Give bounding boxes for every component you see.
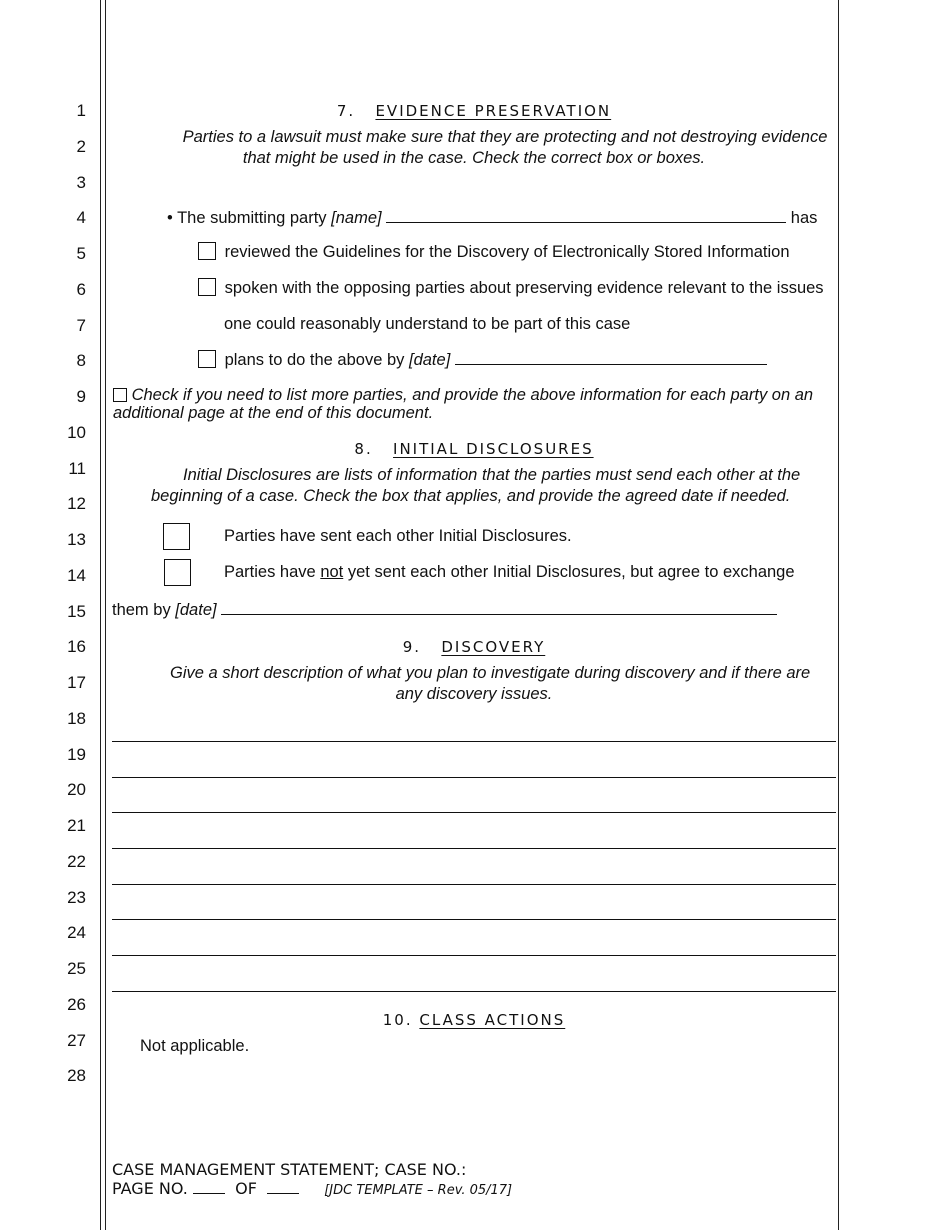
discovery-answer-line[interactable] (112, 848, 836, 849)
disclosures-not-sent-checkbox[interactable] (164, 559, 191, 586)
discovery-answer-line[interactable] (112, 955, 836, 956)
line-number: 20 (67, 780, 86, 799)
line-number: 3 (76, 173, 86, 192)
discovery-answer-line[interactable] (112, 812, 836, 813)
line-number: 23 (67, 888, 86, 907)
section-8-intro-line2: beginning of a case. Check the box that applies, and provide the agreed date if needed. (151, 487, 791, 505)
discovery-answer-line[interactable] (112, 777, 836, 778)
footer-case-line: CASE MANAGEMENT STATEMENT; CASE NO.: (112, 1160, 467, 1179)
plans-date-placeholder: [date] (409, 351, 451, 369)
section-8-title: INITIAL DISCLOSURES (393, 440, 594, 458)
line-number: 5 (76, 244, 86, 263)
more-parties-checkbox[interactable] (113, 388, 127, 402)
evidence-option-reviewed (198, 242, 790, 262)
disclosures-sent-checkbox[interactable] (163, 523, 190, 550)
has-word: has (790, 209, 818, 227)
section-10-number: 10. (382, 1011, 413, 1029)
plans-label: plans to do the above by (224, 351, 405, 369)
line-number: 13 (67, 530, 86, 549)
plans-date-field[interactable] (455, 364, 767, 365)
name-placeholder: [name] (331, 209, 382, 227)
line-number: 18 (67, 709, 86, 728)
party-name-field[interactable] (386, 222, 786, 223)
plans-checkbox[interactable] (198, 350, 216, 368)
line-number: 6 (76, 280, 86, 299)
line-number: 12 (67, 494, 86, 513)
section-8-intro-line1: Initial Disclosures are lists of information that the parties must send each other at the (183, 466, 801, 484)
line-number: 1 (76, 101, 86, 120)
bullet-icon: • (167, 209, 173, 227)
line-number: 26 (67, 995, 86, 1014)
line-number: 19 (67, 745, 86, 764)
section-10-heading (112, 1011, 836, 1029)
spoken-opposing-label: spoken with the opposing parties about preserving evidence relevant to the issues (224, 279, 824, 297)
line-number: 7 (76, 316, 86, 335)
line-number: 24 (67, 923, 86, 942)
exchange-date-field[interactable] (221, 614, 777, 615)
line-number: 17 (67, 673, 86, 692)
section-9-title: DISCOVERY (441, 638, 546, 656)
line-number: 28 (67, 1066, 86, 1085)
footer-of-label: OF (235, 1179, 257, 1198)
disclosures-not-sent-label-post: yet sent each other Initial Disclosures, but agree to exchange (347, 563, 795, 581)
page-number-field[interactable] (193, 1193, 225, 1194)
submitting-party-label: The submitting party (177, 209, 327, 227)
exchange-date-placeholder: [date] (175, 601, 217, 619)
page-total-field[interactable] (267, 1193, 299, 1194)
exchange-date-label: them by (112, 601, 171, 619)
reviewed-guidelines-checkbox[interactable] (198, 242, 216, 260)
section-7-title: EVIDENCE PRESERVATION (375, 102, 612, 120)
line-number: 9 (76, 387, 86, 406)
line-number: 15 (67, 602, 86, 621)
line-number: 8 (76, 351, 86, 370)
disclosures-sent-label: Parties have sent each other Initial Disclosures. (224, 527, 572, 545)
line-number: 21 (67, 816, 86, 835)
more-parties-label: Check if you need to list more parties, and provide the above information for each party on an (131, 386, 814, 404)
line-number: 2 (76, 137, 86, 156)
spoken-opposing-label-cont: one could reasonably understand to be part of this case (224, 315, 631, 333)
discovery-answer-line[interactable] (112, 991, 836, 992)
line-number: 4 (76, 208, 86, 227)
section-7-number: 7. (336, 102, 356, 120)
disclosures-not-sent-label-pre: Parties have (224, 563, 316, 581)
exchange-date-row (112, 600, 777, 620)
line-number: 16 (67, 637, 86, 656)
margin-line-right (838, 0, 839, 1230)
section-9-heading (112, 638, 836, 656)
line-number: 22 (67, 852, 86, 871)
section-9-intro-line2: any discovery issues. (395, 685, 553, 703)
more-parties-label-cont: additional page at the end of this document. (113, 404, 434, 422)
line-number: 10 (67, 423, 86, 442)
margin-line-left-inner (105, 0, 106, 1230)
footer-template-label: [JDC TEMPLATE – Rev. 05/17] (324, 1183, 513, 1198)
spoken-opposing-checkbox[interactable] (198, 278, 216, 296)
evidence-option-plans (198, 350, 767, 370)
submitting-party-row (167, 208, 817, 228)
margin-line-left-outer (100, 0, 101, 1230)
discovery-answer-line[interactable] (112, 741, 836, 742)
discovery-answer-line[interactable] (112, 884, 836, 885)
footer-page-row (112, 1179, 512, 1200)
footer-page-label: PAGE NO. (112, 1179, 188, 1198)
section-7-intro-line2: that might be used in the case. Check the correct box or boxes. (242, 149, 706, 167)
section-7-heading (112, 102, 836, 120)
reviewed-guidelines-label: reviewed the Guidelines for the Discovery of Electronically Stored Information (224, 243, 790, 261)
more-parties-row (113, 385, 813, 405)
section-10-title: CLASS ACTIONS (419, 1011, 566, 1029)
section-7-intro-line1: Parties to a lawsuit must make sure that they are protecting and not destroying evidence (182, 128, 828, 146)
not-emphasis: not (320, 563, 344, 581)
class-actions-body: Not applicable. (140, 1037, 250, 1055)
line-number: 25 (67, 959, 86, 978)
section-8-number: 8. (354, 440, 373, 458)
disclosures-not-sent-row (224, 562, 795, 582)
section-9-intro-line1: Give a short description of what you plan to investigate during discovery and if there are (170, 664, 811, 682)
line-number: 27 (67, 1031, 86, 1050)
section-8-heading (112, 440, 836, 458)
section-9-number: 9. (402, 638, 422, 656)
line-number: 14 (67, 566, 86, 585)
evidence-option-spoken (198, 278, 824, 298)
discovery-answer-line[interactable] (112, 919, 836, 920)
line-number: 11 (68, 459, 86, 478)
